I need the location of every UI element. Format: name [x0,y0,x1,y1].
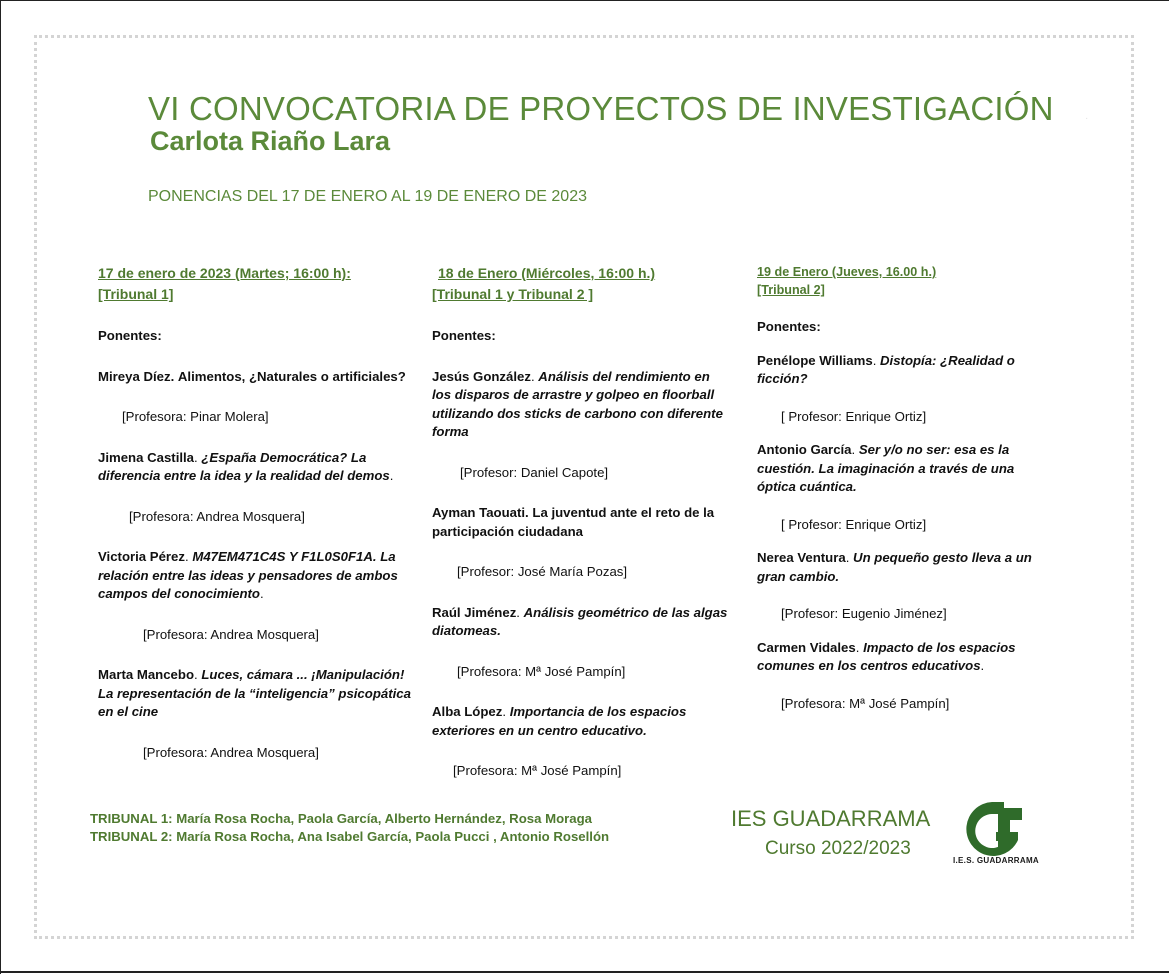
day-header: 17 de enero de 2023 (Martes; 16:00 h): [98,265,351,281]
speaker-name: Raúl Jiménez [432,604,517,620]
talk-title: Ser y/o no ser: esa es la cuestión. La imaginación a través de una óptica cuántica. [757,442,1015,494]
title-tail: . [389,468,394,483]
talk-item [98,666,418,722]
talk-item [757,549,1047,586]
speaker-name: Marta Mancebo [98,667,194,682]
talk-title: La juventud ante el reto de la participación ciudadana [432,505,715,539]
talk-item [757,639,1047,676]
advisor: [ Profesor: Enrique Ortiz] [781,516,927,532]
speaker-name: Antonio García [757,442,852,457]
advisor: [Profesora: Mª José Pampín] [453,763,622,778]
speaker-name: Nerea Ventura [757,550,846,565]
advisor: [Profesor: José María Pozas] [457,564,628,579]
logo-caption: I.E.S. GUADARRAMA [953,856,1039,865]
talk-item [98,368,418,387]
ponentes-label: Ponentes: [757,319,821,334]
separator: . [845,550,850,565]
separator: . [530,368,535,384]
talk-title: Análisis geométrico de las algas diatomeas. [432,604,728,638]
talk-item [757,441,1047,497]
top-border [0,0,1169,1]
talk-title: M47EM471C4S Y F1L0S0F1A. La relación entre las ideas y pensadores de ambos campos del conocimiento [98,549,398,601]
speaker-name: Victoria Pérez [98,549,185,564]
title-tail: . [980,658,985,673]
advisor: [Profesora: Andrea Mosquera] [143,744,319,760]
ponentes-label: Ponentes: [432,328,496,343]
speaker-name: Penélope Williams [757,352,873,368]
separator: . [194,667,198,682]
page-subtitle: Carlota Riaño Lara [150,126,391,156]
tribunal-header: [Tribunal 1 y Tribunal 2 ] [432,286,594,302]
advisor: [ Profesor: Enrique Ortiz] [781,408,927,424]
tribunal-header: [Tribunal 1] [98,286,174,302]
school-name: IES GUADARRAMA [731,806,931,831]
advisor: [Profesora: Andrea Mosquera] [129,508,305,524]
advisor: [Profesora: Mª José Pampín] [457,663,626,679]
talk-title: Importancia de los espacios exteriores en un centro educativo. [432,704,687,738]
speaker-name: Carmen Vidales [757,639,856,655]
talk-item [432,504,732,541]
left-border [0,0,1,974]
talk-title: Luces, cámara ... ¡Manipulación! La representación de la “inteligencia” psicopática en el cine [98,667,411,719]
talk-title: Análisis del rendimiento en los disparos de arrastre y golpeo en floorball utilizando dos sticks de carbono con diferente forma [432,368,723,439]
advisor: [Profesora: Mª José Pampín] [781,695,950,711]
talk-title: Alimentos, ¿Naturales o artificiales? [177,368,406,384]
ponentes-label: Ponentes: [98,328,162,343]
speaker-name: Alba López [432,704,503,719]
advisor: [Profesora: Pinar Molera] [122,409,269,424]
separator: . [185,549,189,564]
day-header: 19 de Enero (Jueves, 16.00 h.) [757,265,937,279]
talk-item [432,604,732,641]
talk-title: Un pequeño gesto lleva a un gran cambio. [757,550,1032,584]
separator: . [502,704,507,719]
dates-line: PONENCIAS DEL 17 DE ENERO AL 19 DE ENERO DE 2023 [148,188,587,205]
corner-mark-icon: · [1085,113,1089,124]
speaker-name: Jesús González [432,368,531,384]
advisor: [Profesor: Daniel Capote] [460,464,609,480]
tribunal-2-members: TRIBUNAL 2: María Rosa Rocha, Ana Isabel García, Paola Pucci , Antonio Rosellón [90,829,610,844]
talk-item [432,703,732,740]
separator: . [872,352,877,368]
title-tail: . [259,586,264,601]
talk-item [757,352,1047,389]
talk-title: ¿España Democrática? La diferencia entre la idea y la realidad del demos [98,449,390,483]
bottom-border [0,971,1169,973]
talk-item [432,368,732,442]
talk-item [98,449,418,486]
separator: . [855,639,860,655]
separator: . [194,449,198,465]
talk-item [98,548,418,604]
speaker-name: Ayman Taouati. [432,505,529,520]
school-year: Curso 2022/2023 [765,838,911,859]
tribunal-1-members: TRIBUNAL 1: María Rosa Rocha, Paola García, Alberto Hernández, Rosa Moraga [90,811,592,826]
tribunal-header: [Tribunal 2] [757,283,825,297]
day-column-19 [757,263,1047,713]
page-title: VI CONVOCATORIA DE PROYECTOS DE INVESTIGACIÓN [148,90,1054,127]
advisor: [Profesor: Eugenio Jiménez] [781,606,947,621]
day-column-17 [98,263,418,762]
day-header: 18 de Enero (Miércoles, 16:00 h.) [438,265,656,281]
talk-title: Impacto de los espacios comunes en los centros educativos [757,639,1016,673]
day-column-18 [432,263,732,781]
tribunal-list [90,810,609,846]
separator: . [516,604,520,620]
speaker-name: Mireya Díez. [98,368,175,384]
advisor: [Profesora: Andrea Mosquera] [143,626,319,642]
talk-title: Distopía: ¿Realidad o ficción? [757,352,1015,386]
speaker-name: Jimena Castilla [98,449,195,465]
separator: . [851,442,856,457]
